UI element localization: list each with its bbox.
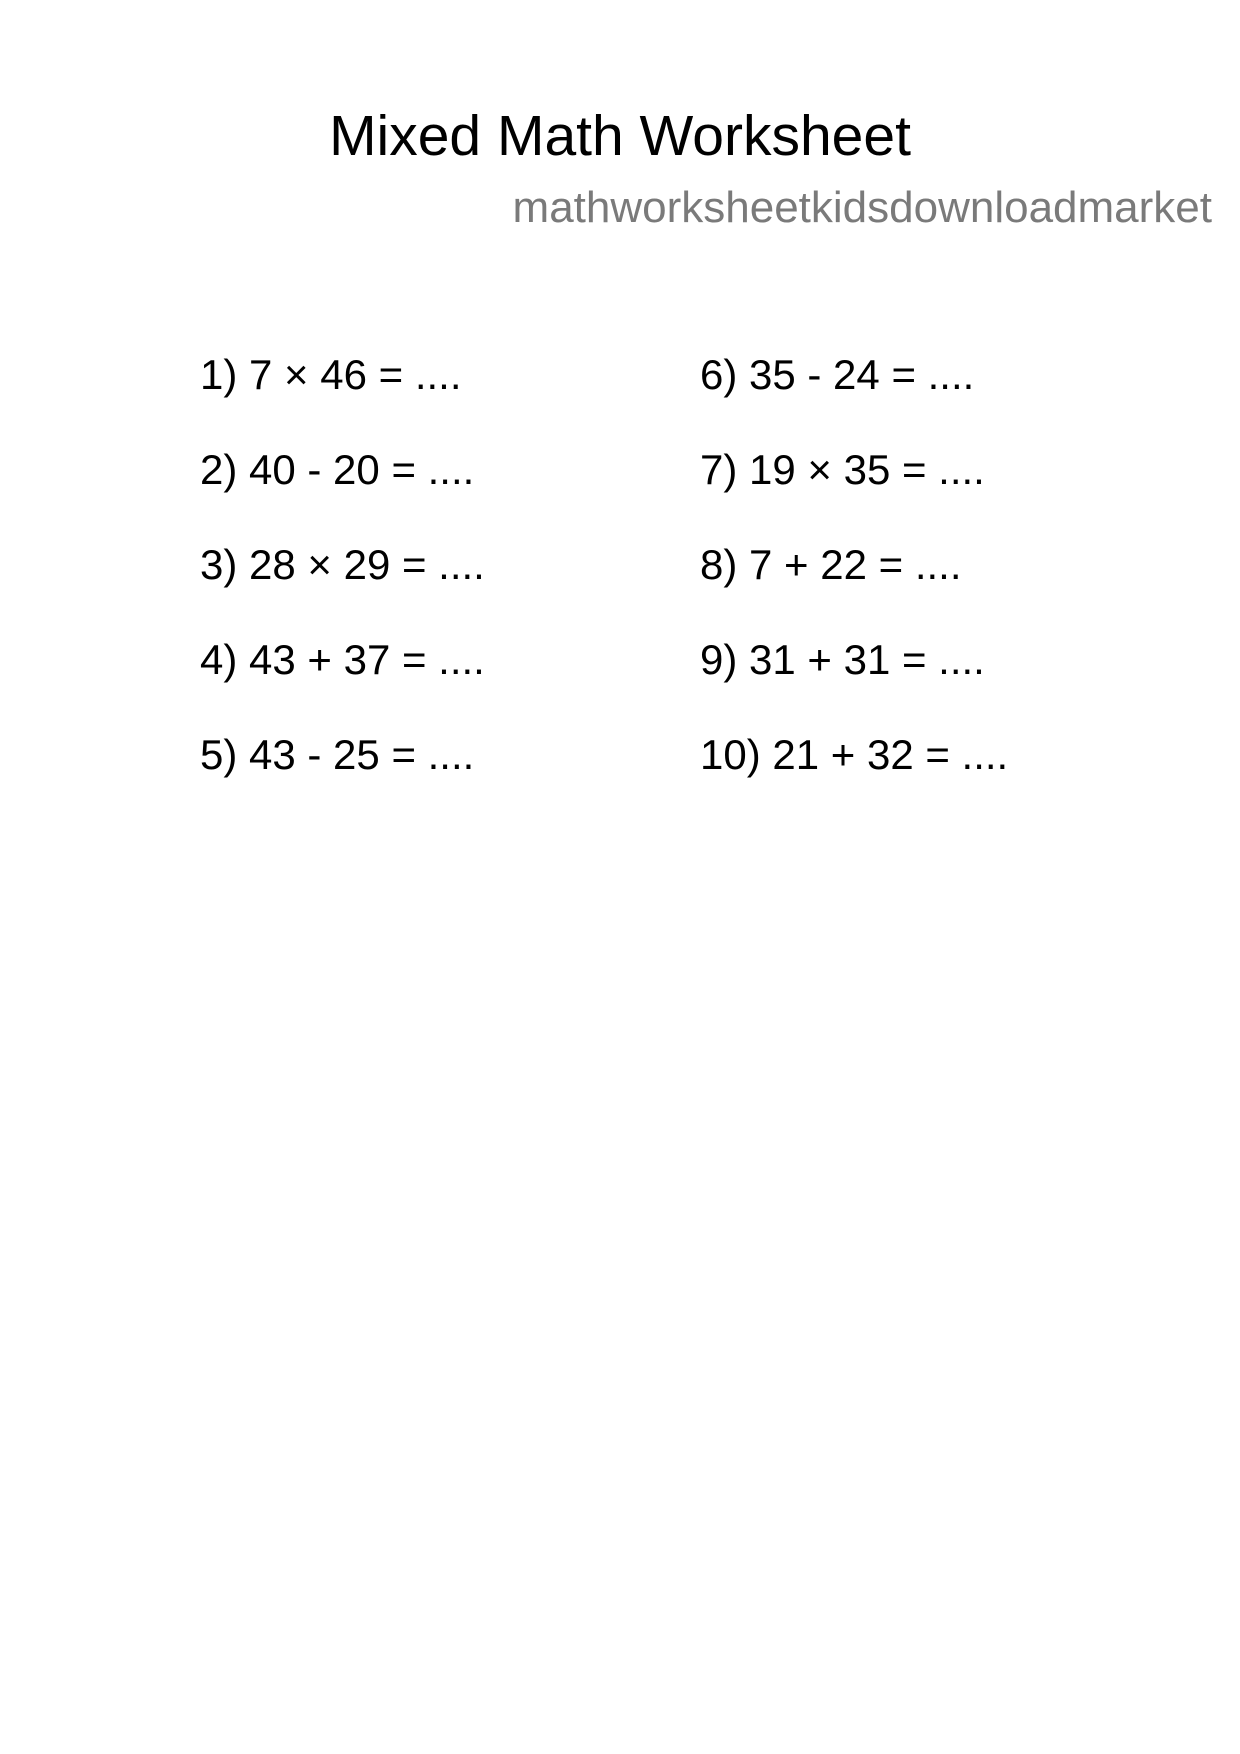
problem-3: 3) 28 × 29 = .... [200,541,485,588]
page-title: Mixed Math Worksheet [329,104,911,168]
problem-9: 9) 31 + 31 = .... [700,636,985,683]
problem-7: 7) 19 × 35 = .... [700,446,985,493]
problem-8: 8) 7 + 22 = .... [700,541,962,588]
problem-column-left [200,345,485,820]
problem-5: 5) 43 - 25 = .... [200,731,475,778]
problem-list [0,345,1240,825]
problem-6: 6) 35 - 24 = .... [700,351,975,398]
problem-4: 4) 43 + 37 = .... [200,636,485,683]
watermark-text: mathworksheetkidsdownloadmarket [512,183,1212,232]
problem-10: 10) 21 + 32 = .... [700,731,1009,778]
problem-2: 2) 40 - 20 = .... [200,446,475,493]
problem-column-right [700,345,1008,820]
problem-1: 1) 7 × 46 = .... [200,351,462,398]
